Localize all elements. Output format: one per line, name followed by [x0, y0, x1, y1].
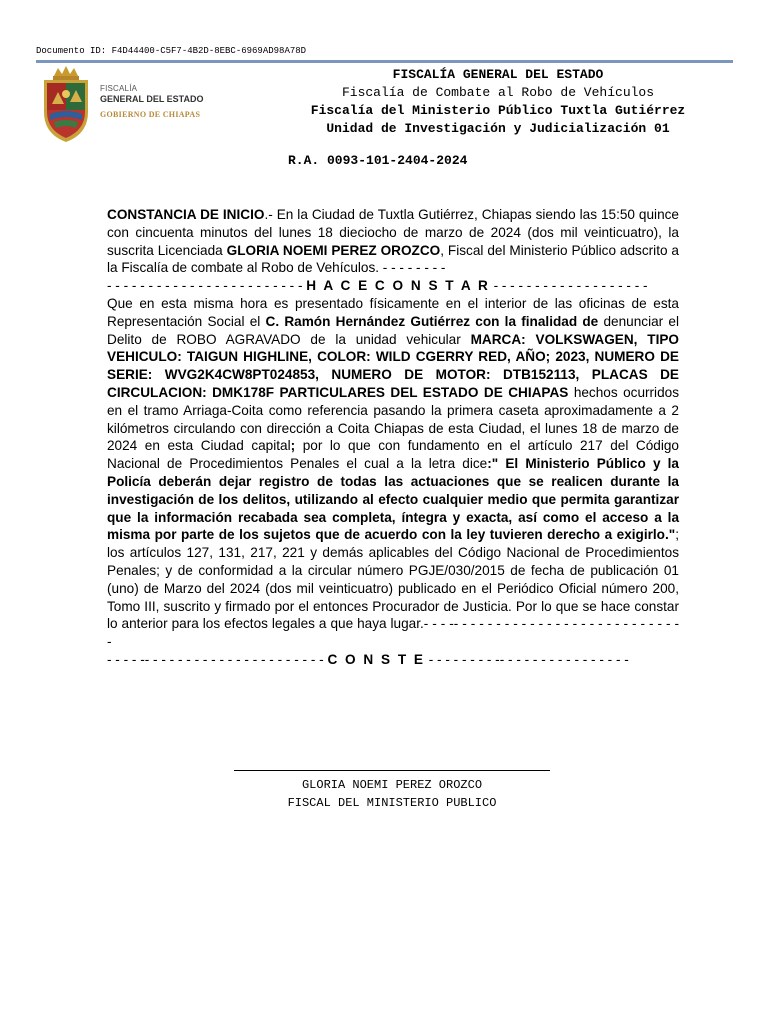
paragraph-constancia — [107, 206, 679, 277]
dashes-right: - - - - - - - - - - - - - - - - - - - — [493, 278, 648, 294]
vehicle-details: MARCA: VOLKSWAGEN, TIPO VEHICULO: TAIGUN HIGHLINE, COLOR: WILD CGERRY RED, AÑO; 2023, NUMERO DE SERIE: WVG2K4CW8PT024853, NUMERO DE MOTOR: DTB152113, PLACAS DE CIRCULACION: DMK178F PARTICULARES DEL ESTADO DE CHIAPAS — [107, 331, 679, 400]
document-body — [107, 206, 679, 669]
signer-name: GLORIA NOEMI PEREZ OROZCO — [301, 778, 483, 792]
denuncia-text-a: Que en esta misma hora es presentado físicamente en el interior de las oficinas de esta Representación Social el — [107, 295, 679, 329]
header-line-2: Fiscalía de Combate al Robo de Vehículos — [341, 85, 655, 100]
signature-block — [234, 776, 550, 812]
logo-fiscalia-text: FISCALÍA — [100, 84, 138, 93]
dashes-left-2: - - - - -- - - - - - - - - - - - - - - - - - - - - - — [107, 651, 324, 667]
conste-heading: C O N S T E — [327, 651, 425, 667]
denuncia-text-b: denunciar el Delito de ROBO AGRAVADO de la unidad vehicular — [107, 313, 679, 347]
signer-title: FISCAL DEL MINISTERIO PUBLICO — [287, 796, 497, 810]
dashes-left: - - - - - - - - - - - - - - - - - - - - - - - - — [107, 278, 303, 294]
constancia-text-a: .- En la Ciudad de Tuxtla Gutiérrez, Chiapas siendo las 15:50 quince con cincuenta minutos del lunes 18 dieciocho de marzo de 2024 (dos mil veinticuatro), la suscrita Licenciada — [107, 207, 679, 258]
logo — [40, 64, 210, 144]
article-quote: :" El Ministerio Público y la Policía deberán dejar registro de todas las actuaciones que se realicen durante la investigación de los delitos, utilizando al efecto cualquier medio que permita garantizar que la información recabada sea completa, íntegra y exacta, así como el acceso a la misma por parte de los sujetos que de acuerdo con la ley tuvieren derecho a exigirlo." — [107, 456, 679, 543]
header-line-3: Fiscalía del Ministerio Público Tuxtla Gutiérrez — [310, 103, 686, 118]
hace-constar-heading: H A C E C O N S T A R — [306, 278, 490, 294]
document-id: Documento ID: F4D44400-C5F7-4B2D-8EBC-6969AD98A78D — [36, 46, 307, 56]
constancia-text-b: , Fiscal del Ministerio Público adscrito a la Fiscalía de combate al Robo de Vehículos. - - - - - - - - — [107, 242, 679, 276]
fiscal-name: GLORIA NOEMI PEREZ OROZCO — [226, 242, 441, 258]
coat-of-arms-icon — [40, 64, 92, 144]
header-line-4: Unidad de Investigación y Judicialización 01 — [326, 121, 670, 136]
paragraph-denuncia — [107, 295, 679, 651]
logo-gobierno-text: GOBIERNO DE CHIAPAS — [100, 110, 201, 119]
header-line-1: FISCALÍA GENERAL DEL ESTADO — [392, 67, 604, 82]
document-header — [270, 66, 726, 138]
dashes-right-2: - - - - - - - - -- - - - - - - - - - - - - - - - — [428, 651, 629, 667]
complainant-name: C. Ramón Hernández Gutiérrez con la finalidad de — [265, 313, 599, 329]
denuncia-text-c: hechos ocurridos en el tramo Arriaga-Coita como referencia pasando la primera caseta aproximadamente a 2 kilómetros circulando con dirección a Coita Chiapas de esta Ciudad, el lunes 18 de marzo de 2024 en esta Ciudad capital — [107, 384, 679, 454]
denuncia-text-e: ; los artículos 127, 131, 217, 221 y demás aplicables del Código Nacional de Procedimientos Penales; y de conformidad a la circular número PGJE/030/2015 de fecha de publicación 01 (uno) de Marzo del 2024 (dos mil veinticuatro) publicado en el Periódico Oficial número 200, Tomo III, suscrito y firmado por el entonces Procurador de Justicia. Por lo que se hace constar lo anterior para los efectos legales a que haya lugar.- - - -- - - - - - - - - - - - - - - - - - - - - - - - - - - - — [107, 527, 679, 650]
conste-line — [107, 651, 679, 669]
case-number: R.A. 0093-101-2404-2024 — [288, 153, 468, 168]
hace-constar-line — [107, 277, 679, 295]
semicolon-bold: ; — [290, 438, 296, 454]
header-divider — [36, 60, 733, 63]
constancia-heading: CONSTANCIA DE INICIO — [107, 207, 265, 222]
denuncia-text-d: por lo que con fundamento en el artículo 217 del Código Nacional de Procedimientos Penales el cual a la letra dice — [107, 438, 679, 472]
logo-general-text: GENERAL DEL ESTADO — [100, 94, 204, 104]
signature-line — [234, 770, 550, 772]
